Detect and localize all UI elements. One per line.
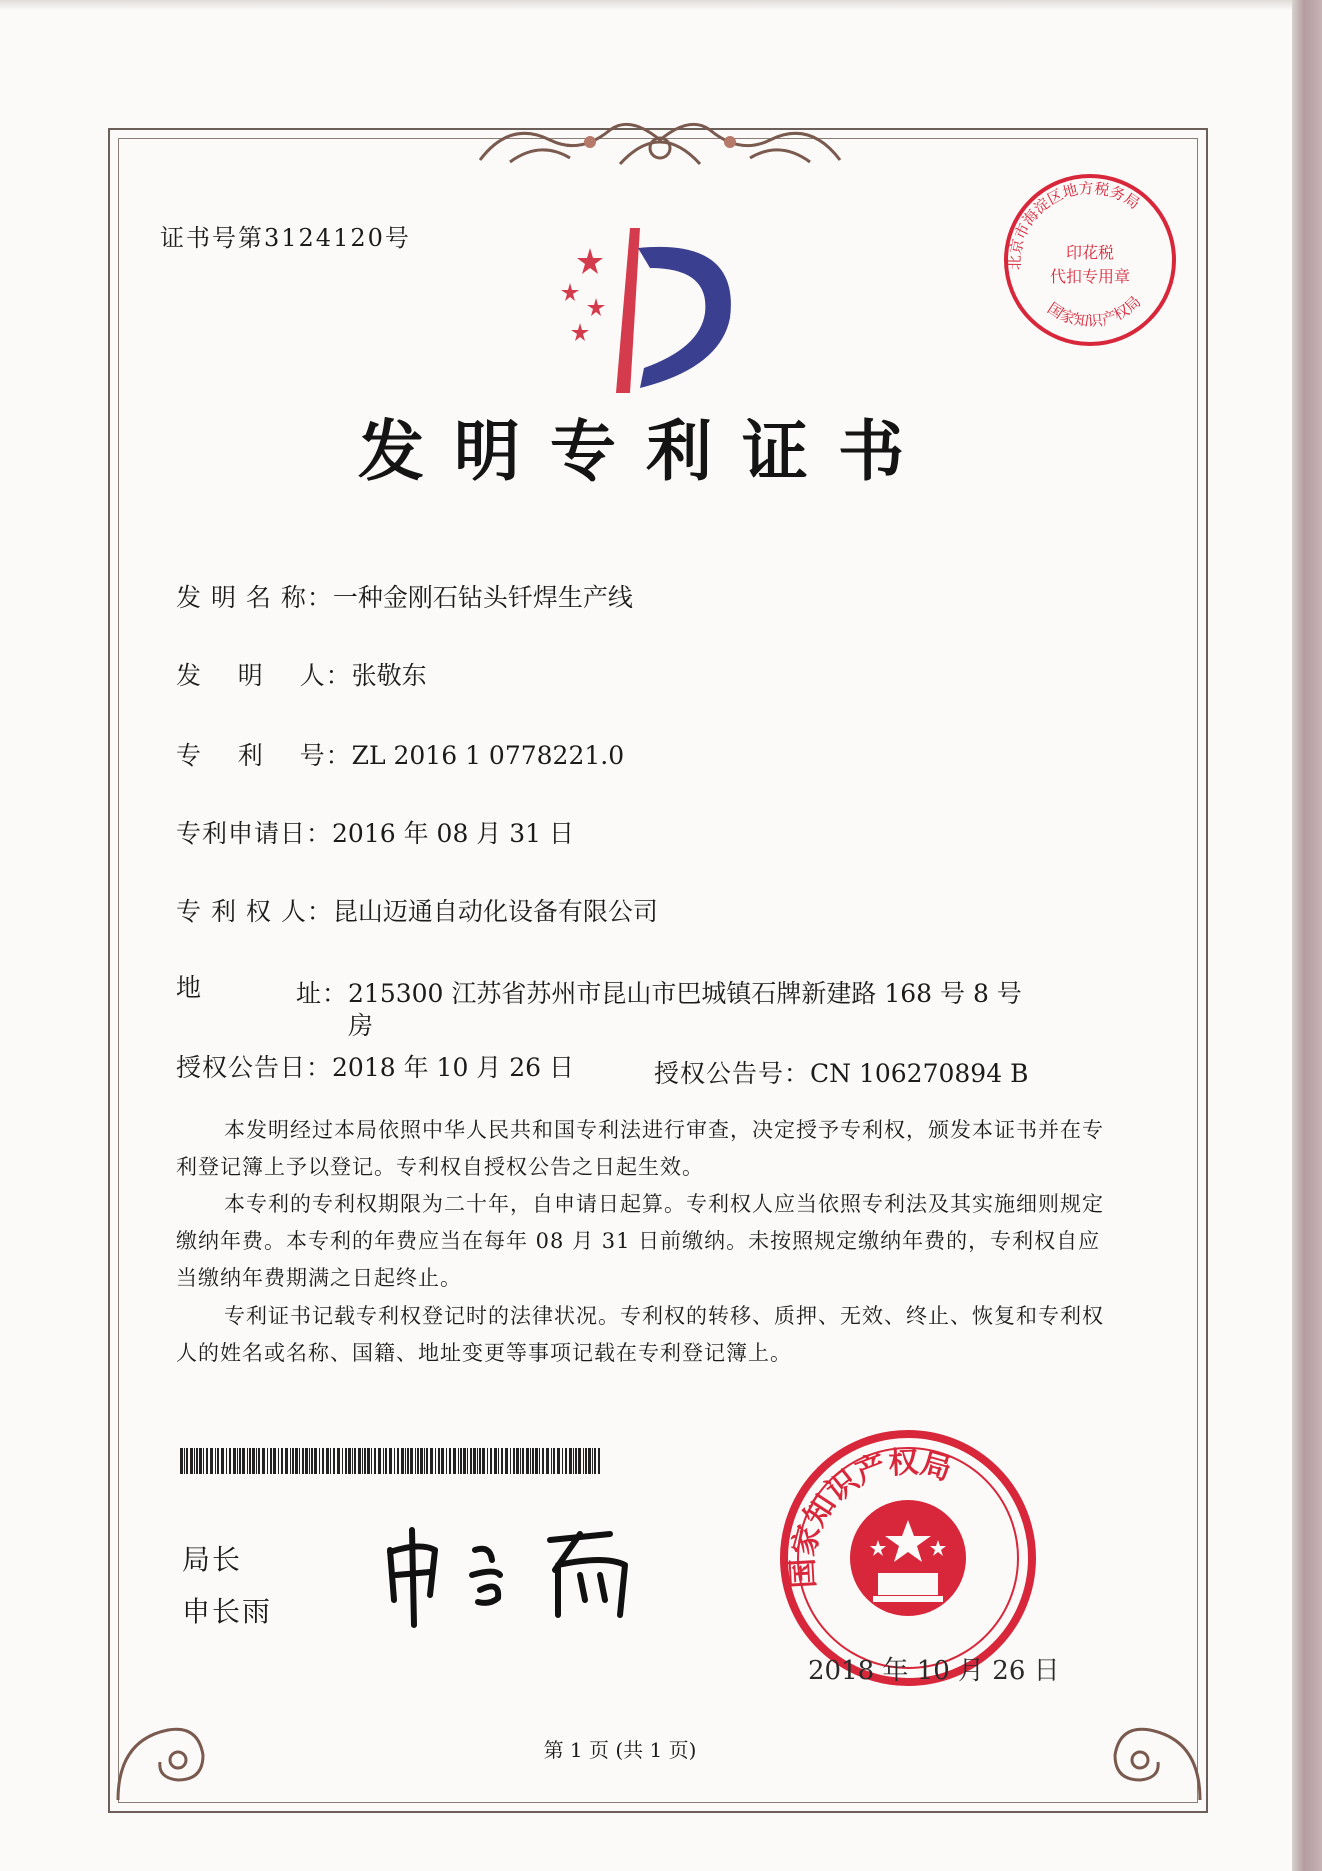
barcode-bar <box>430 1448 433 1474</box>
barcode-bar <box>358 1448 361 1474</box>
barcode-bar <box>210 1448 213 1474</box>
barcode-bar <box>190 1448 193 1474</box>
barcode-bar <box>199 1448 202 1474</box>
barcode-bar <box>449 1448 451 1474</box>
barcode-bar <box>530 1448 531 1474</box>
barcode-bar <box>262 1448 265 1474</box>
barcode-bar <box>221 1448 224 1474</box>
barcode-bar <box>516 1448 519 1474</box>
grant-number-label: 授权公告号： <box>654 1059 811 1088</box>
barcode-bar <box>322 1448 324 1474</box>
barcode-bar <box>273 1448 276 1474</box>
director-signature <box>380 1520 680 1630</box>
barcode-bar <box>342 1448 343 1474</box>
barcode-bar <box>278 1448 279 1474</box>
barcode-bar <box>345 1448 347 1474</box>
barcode-bar <box>467 1448 468 1474</box>
barcode-bar <box>281 1448 283 1474</box>
invention-name-label: 发 明 名 称： <box>176 583 333 612</box>
barcode-bar <box>501 1448 503 1474</box>
barcode-bar <box>305 1448 308 1474</box>
tax-stamp-inner-text-2: 代扣专用章 <box>1049 267 1131 286</box>
barcode-bar <box>446 1448 447 1474</box>
barcode-bar <box>180 1448 183 1474</box>
barcode-bar <box>295 1448 298 1474</box>
barcode-bar <box>371 1448 372 1474</box>
barcode-bar <box>326 1448 329 1474</box>
barcode-bar <box>394 1448 395 1474</box>
barcode-bar <box>405 1448 406 1474</box>
barcode-bar <box>217 1448 219 1474</box>
paper-top-edge <box>0 0 1292 10</box>
barcode-bar <box>513 1448 515 1474</box>
barcode <box>180 1448 600 1474</box>
barcode-bar <box>319 1448 320 1474</box>
barcode-bar <box>397 1448 399 1474</box>
barcode-bar <box>348 1448 351 1474</box>
barcode-bar <box>585 1448 587 1474</box>
barcode-bar <box>573 1448 574 1474</box>
barcode-bar <box>242 1448 245 1474</box>
barcode-bar <box>302 1448 304 1474</box>
inventor-row <box>176 656 427 692</box>
barcode-bar <box>520 1448 521 1474</box>
paragraph-2-text: 本专利的专利权期限为二十年，自申请日起算。专利权人应当依照专利法及其实施细则规定缴纳年费。本专利的年费应当在每年 08 月 31 日前缴纳。未按照规定缴纳年费的，专利权自应当缴纳年费期满之日起终止。 <box>176 1192 1104 1290</box>
barcode-bar <box>194 1448 195 1474</box>
barcode-bar <box>592 1448 593 1474</box>
paper-right-edge <box>1292 0 1322 1871</box>
barcode-bar <box>383 1448 384 1474</box>
barcode-bar <box>479 1448 481 1474</box>
barcode-bar <box>565 1448 567 1474</box>
barcode-bar <box>247 1448 248 1474</box>
barcode-bar <box>460 1448 462 1474</box>
barcode-bar <box>389 1448 392 1474</box>
barcode-bar <box>330 1448 331 1474</box>
certificate-title: 发明专利证书 <box>358 412 934 490</box>
inventor-label: 发 明 人： <box>176 661 352 690</box>
barcode-bar <box>539 1448 540 1474</box>
grant-date-label: 授权公告日： <box>176 1053 333 1082</box>
barcode-bar <box>337 1448 340 1474</box>
barcode-bar <box>583 1448 584 1474</box>
paragraph-1-text: 本发明经过本局依照中华人民共和国专利法进行审查，决定授予专利权，颁发本证书并在专利登记簿上予以登记。专利权自授权公告之日起生效。 <box>176 1118 1104 1179</box>
barcode-bar <box>463 1448 466 1474</box>
barcode-bar <box>407 1448 409 1474</box>
barcode-bar <box>505 1448 508 1474</box>
barcode-bar <box>401 1448 404 1474</box>
top-ornament-icon <box>470 100 850 180</box>
patent-number-label: 专 利 号： <box>176 741 352 770</box>
barcode-bar <box>267 1448 268 1474</box>
tax-stamp-inner-text-1: 印花税 <box>1065 243 1115 262</box>
barcode-bar <box>256 1448 257 1474</box>
barcode-bar <box>311 1448 313 1474</box>
barcode-bar <box>426 1448 428 1474</box>
barcode-bar <box>309 1448 310 1474</box>
barcode-bar <box>299 1448 300 1474</box>
seal-text: 国家知识产权局 <box>785 1445 956 1590</box>
address-line-2: 房 <box>348 1011 374 1040</box>
barcode-bar <box>575 1448 577 1474</box>
patent-office-seal <box>778 1428 1038 1688</box>
barcode-bar <box>482 1448 485 1474</box>
barcode-bar <box>498 1448 499 1474</box>
barcode-bar <box>424 1448 425 1474</box>
barcode-bar <box>352 1448 353 1474</box>
barcode-bar <box>285 1448 288 1474</box>
barcode-bar <box>470 1448 472 1474</box>
barcode-bar <box>415 1448 416 1474</box>
barcode-bar <box>453 1448 456 1474</box>
barcode-bar <box>438 1448 440 1474</box>
barcode-bar <box>233 1448 236 1474</box>
barcode-bar <box>258 1448 260 1474</box>
tax-stamp-bottom-text: 国家知识产权局 <box>1044 292 1145 331</box>
invention-name-row <box>176 578 633 614</box>
barcode-bar <box>374 1448 376 1474</box>
director-title: 局长 <box>182 1543 243 1576</box>
barcode-bar <box>458 1448 459 1474</box>
barcode-bar <box>578 1448 581 1474</box>
barcode-bar <box>270 1448 272 1474</box>
barcode-bar <box>526 1448 529 1474</box>
address-label-2: 址： <box>296 979 349 1008</box>
grant-date-value: 2018 年 10 月 26 日 <box>332 1053 574 1082</box>
barcode-bar <box>249 1448 251 1474</box>
barcode-bar <box>487 1448 488 1474</box>
barcode-bar <box>569 1448 572 1474</box>
barcode-bar <box>598 1448 600 1474</box>
barcode-bar <box>237 1448 238 1474</box>
barcode-bar <box>553 1448 555 1474</box>
barcode-bar <box>594 1448 596 1474</box>
barcode-bar <box>385 1448 387 1474</box>
seal-date: 2018 年 10 月 26 日 <box>808 1656 1060 1686</box>
barcode-bar <box>441 1448 444 1474</box>
barcode-bar <box>229 1448 231 1474</box>
barcode-bar <box>362 1448 363 1474</box>
barcode-bar <box>477 1448 478 1474</box>
barcode-bar <box>510 1448 511 1474</box>
address-label-1: 地 <box>176 973 202 1002</box>
barcode-bar <box>435 1448 436 1474</box>
filing-date-value: 2016 年 08 月 31 日 <box>332 819 574 848</box>
barcode-bar <box>588 1448 591 1474</box>
inventor-value: 张敬东 <box>351 661 427 690</box>
barcode-bar <box>551 1448 552 1474</box>
patentee-row <box>176 892 658 928</box>
director-name: 申长雨 <box>182 1595 273 1628</box>
barcode-bar <box>367 1448 370 1474</box>
body-paragraph-1 <box>176 1112 1112 1186</box>
barcode-bar <box>196 1448 198 1474</box>
barcode-bar <box>542 1448 544 1474</box>
barcode-bar <box>410 1448 413 1474</box>
barcode-bar <box>557 1448 560 1474</box>
filing-date-label: 专利申请日： <box>176 819 333 848</box>
patent-office-logo <box>560 228 760 398</box>
barcode-bar <box>290 1448 291 1474</box>
barcode-bar <box>532 1448 534 1474</box>
patent-number-row <box>176 736 624 772</box>
barcode-bar <box>535 1448 538 1474</box>
grant-number-row <box>654 1054 1028 1090</box>
barcode-bar <box>494 1448 497 1474</box>
barcode-bar <box>354 1448 356 1474</box>
patent-number-value: ZL 2016 1 0778221.0 <box>351 741 625 770</box>
barcode-bar <box>206 1448 208 1474</box>
paragraph-3-text: 专利证书记载专利权登记时的法律状况。专利权的转移、质押、无效、终止、恢复和专利权人的姓名或名称、国籍、地址变更等事项记载在专利登记簿上。 <box>176 1304 1104 1365</box>
page-number: 第 1 页 (共 1 页) <box>543 1738 697 1762</box>
address-line-1: 215300 江苏省苏州市昆山市巴城镇石牌新建路 168 号 8 号 <box>348 979 1022 1008</box>
barcode-bar <box>252 1448 255 1474</box>
barcode-bar <box>546 1448 549 1474</box>
barcode-bar <box>215 1448 216 1474</box>
barcode-bar <box>184 1448 185 1474</box>
tax-stamp-outer-text: 北京市海淀区地方税务局 <box>1005 179 1144 271</box>
barcode-bar <box>417 1448 419 1474</box>
filing-date-row <box>176 814 574 850</box>
barcode-bar <box>226 1448 227 1474</box>
barcode-bar <box>420 1448 423 1474</box>
barcode-bar <box>364 1448 366 1474</box>
barcode-bar <box>522 1448 524 1474</box>
barcode-bar <box>186 1448 188 1474</box>
barcode-bar <box>314 1448 317 1474</box>
barcode-bar <box>292 1448 294 1474</box>
barcode-bar <box>333 1448 335 1474</box>
grant-date-row <box>176 1048 574 1084</box>
barcode-bar <box>490 1448 492 1474</box>
body-paragraph-2 <box>176 1186 1112 1297</box>
barcode-bar <box>562 1448 563 1474</box>
barcode-bar <box>239 1448 241 1474</box>
patentee-value: 昆山迈通自动化设备有限公司 <box>332 897 658 926</box>
barcode-bar <box>473 1448 476 1474</box>
tax-stamp-seal <box>1000 170 1180 350</box>
address-row <box>296 974 1022 1010</box>
body-paragraph-3 <box>176 1298 1112 1372</box>
certificate-number: 证书号第3124120号 <box>160 224 411 252</box>
barcode-bar <box>378 1448 381 1474</box>
barcode-bar <box>203 1448 204 1474</box>
grant-number-value: CN 106270894 B <box>810 1059 1029 1088</box>
patentee-label: 专 利 权 人： <box>176 897 333 926</box>
invention-name-value: 一种金刚石钻头钎焊生产线 <box>332 583 633 612</box>
